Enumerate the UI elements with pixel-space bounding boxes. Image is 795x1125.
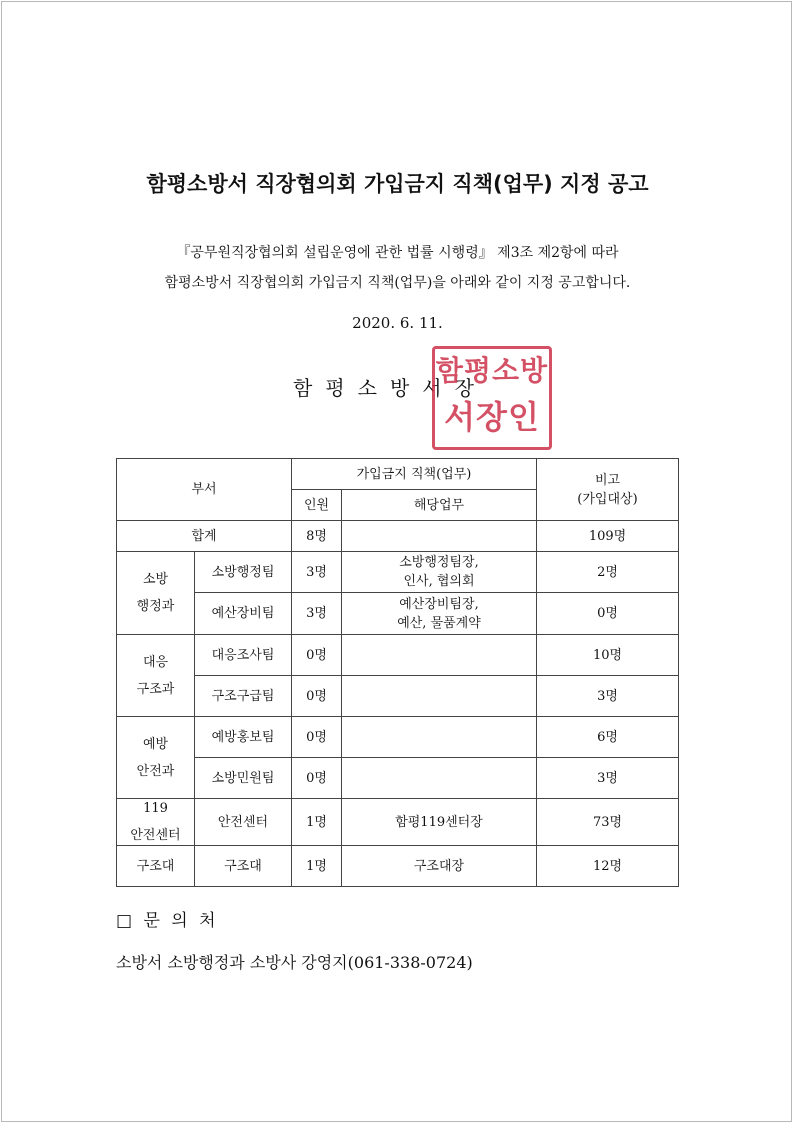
prohibited-positions-table <box>116 458 679 887</box>
team-cell: 구조구급팀 <box>195 676 292 717</box>
duty-line: 함평119센터장 <box>395 814 483 830</box>
duty-line: 예산장비팀장, <box>399 596 479 612</box>
table-row <box>117 552 679 593</box>
table-row <box>117 676 679 717</box>
intro-line-1: 『공무원직장협의회 설립운영에 관한 법률 시행령』 제3조 제2항에 따라 <box>176 245 619 261</box>
note-cell: 73명 <box>537 799 679 846</box>
duty-line: 소방행정팀장, <box>399 555 479 570</box>
count-cell: 0명 <box>292 635 342 676</box>
table-row <box>117 799 679 846</box>
total-duty <box>342 521 537 552</box>
note-cell: 3명 <box>537 758 679 799</box>
team-cell: 소방민원팀 <box>195 758 292 799</box>
duty-cell <box>342 552 537 593</box>
duty-line: 예산, 물품계약 <box>397 615 481 631</box>
table-row <box>117 758 679 799</box>
intro-text <box>0 238 795 298</box>
duty-cell <box>342 717 537 758</box>
dept-line: 안전과 <box>136 763 175 779</box>
count-cell: 1명 <box>292 799 342 846</box>
contact-info: 소방서 소방행정과 소방사 강영지(061-338-0724) <box>116 953 473 972</box>
table-row <box>117 635 679 676</box>
note-cell: 2명 <box>537 552 679 593</box>
header-prohibited: 가입금지 직책(업무) <box>292 459 537 490</box>
total-count: 8명 <box>292 521 342 552</box>
official-seal-stamp <box>432 346 552 450</box>
team-cell: 안전센터 <box>195 799 292 846</box>
note-cell: 6명 <box>537 717 679 758</box>
duty-cell <box>342 846 537 887</box>
notice-date: 2020. 6. 11. <box>352 314 443 332</box>
count-cell: 1명 <box>292 846 342 887</box>
team-cell: 대응조사팀 <box>195 635 292 676</box>
header-count: 인원 <box>292 490 342 521</box>
team-cell: 소방행정팀 <box>195 552 292 593</box>
duty-cell <box>342 635 537 676</box>
intro-line-2: 함평소방서 직장협의회 가입금지 직책(업무)을 아래와 같이 지정 공고합니다. <box>164 275 631 291</box>
duty-cell <box>342 593 537 635</box>
total-note: 109명 <box>537 521 679 552</box>
issuer-name: 함평소방서장 <box>293 376 487 400</box>
count-cell: 3명 <box>292 552 342 593</box>
total-row <box>117 521 679 552</box>
header-dept: 부서 <box>117 459 292 521</box>
dept-line: 119 <box>143 801 168 816</box>
dept-line: 행정과 <box>136 599 175 614</box>
count-cell: 0명 <box>292 758 342 799</box>
dept-cell <box>117 799 195 846</box>
note-cell: 0명 <box>537 593 679 635</box>
dept-cell <box>117 717 195 799</box>
note-cell: 12명 <box>537 846 679 887</box>
header-note-line-2: (가입대상) <box>577 491 638 507</box>
total-label: 합계 <box>117 521 292 552</box>
count-cell: 3명 <box>292 593 342 635</box>
header-duty: 해당업무 <box>342 490 537 521</box>
seal-line-1: 함평소방 <box>435 354 549 387</box>
dept-line: 구조대 <box>136 858 175 874</box>
duty-line: 인사, 협의회 <box>403 574 475 589</box>
team-cell: 구조대 <box>195 846 292 887</box>
dept-line: 소방 <box>142 572 169 587</box>
notice-title: 함평소방서 직장협의회 가입금지 직책(업무) 지정 공고 <box>146 172 649 196</box>
contact-heading: □ 문 의 처 <box>116 911 219 931</box>
note-cell: 3명 <box>537 676 679 717</box>
dept-line: 구조과 <box>136 681 175 697</box>
table-row <box>117 717 679 758</box>
team-cell: 예산장비팀 <box>195 593 292 635</box>
table-row <box>117 846 679 887</box>
table-row <box>117 593 679 635</box>
count-cell: 0명 <box>292 676 342 717</box>
seal-line-2: 서장인 <box>444 398 540 436</box>
header-note-line-1: 비고 <box>594 472 621 488</box>
dept-line: 예방 <box>142 736 169 752</box>
duty-cell <box>342 799 537 846</box>
dept-line: 안전센터 <box>130 828 181 843</box>
dept-line: 대응 <box>142 654 169 670</box>
dept-cell <box>117 846 195 887</box>
dept-cell <box>117 552 195 635</box>
header-note <box>537 459 679 521</box>
team-cell: 예방홍보팀 <box>195 717 292 758</box>
note-cell: 10명 <box>537 635 679 676</box>
count-cell: 0명 <box>292 717 342 758</box>
duty-cell <box>342 676 537 717</box>
duty-cell <box>342 758 537 799</box>
duty-line: 구조대장 <box>413 858 465 874</box>
dept-cell <box>117 635 195 717</box>
